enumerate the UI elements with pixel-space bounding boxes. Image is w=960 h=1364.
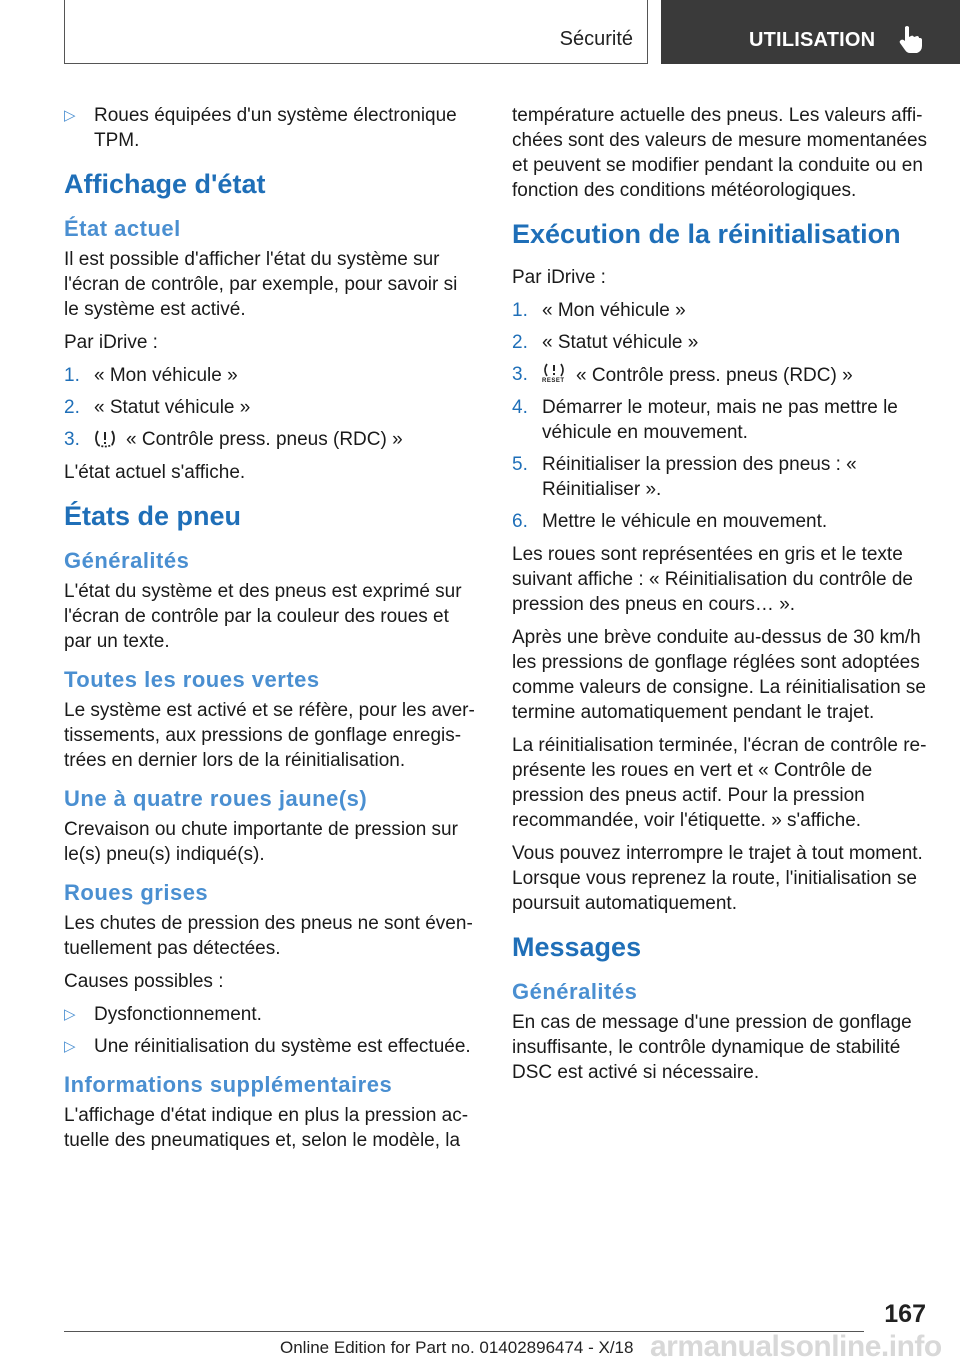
section-title: Sécurité bbox=[559, 28, 633, 50]
paragraph: L'état du système et des pneus est exprimé sur l'écran de contrôle par la couleur des roues et par un texte. bbox=[64, 581, 462, 652]
header-chapter-tab bbox=[661, 0, 960, 64]
right-column bbox=[512, 103, 928, 1093]
page-number: 167 bbox=[884, 1300, 926, 1328]
paragraph: Vous pouvez interrompre le trajet à tout moment. Lorsque vous reprenez la route, l'initialisation se poursuit automatiquement. bbox=[512, 843, 923, 914]
list-item: ▷ Dysfonctionnement. bbox=[64, 1004, 262, 1025]
paragraph: Les roues sont représentées en gris et le texte suivant affiche : « Réinitialisation du contrôle de pression des pneus en cours… ». bbox=[512, 544, 914, 615]
list-item: 3. RESET « Contrôle press. pneus (RDC) » bbox=[512, 364, 853, 386]
heading-roues-vertes: Toutes les roues vertes bbox=[64, 667, 320, 692]
footer-edition: Online Edition for Part no. 01402896474 - X/18 bbox=[280, 1338, 634, 1357]
paragraph: Le système est activé et se réfère, pour les avertissements, aux pressions de gonflage enregistrées en dernier lors de la réinitialisation. bbox=[64, 700, 475, 771]
paragraph: La réinitialisation terminée, l'écran de contrôle représente les roues en vert et « Contrôle de pression des pneus actif. Pour la pression recommandée, voir l'étiquette. » s'affiche. bbox=[512, 735, 927, 831]
paragraph: Par iDrive : bbox=[512, 267, 606, 288]
list-item: 5. Réinitialiser la pression des pneus : « Réinitialiser ». bbox=[512, 454, 857, 500]
heading-execution: Exécution de la réinitialisation bbox=[512, 219, 901, 249]
heading-affichage-etat: Affichage d'état bbox=[64, 169, 266, 199]
heading-generalites: Généralités bbox=[512, 979, 638, 1004]
list-item: 3. « Contrôle press. pneus (RDC) » bbox=[64, 429, 403, 450]
heading-etats-pneu: États de pneu bbox=[64, 501, 242, 531]
paragraph: température actuelle des pneus. Les valeurs affichées sont des valeurs de mesure momentanées et peuvent se modifier pendant la conduite ou en fonction des conditions météorologiques. bbox=[512, 105, 928, 201]
list-item: 6. Mettre le véhicule en mouvement. bbox=[512, 511, 828, 532]
heading-roues-grises: Roues grises bbox=[64, 880, 209, 905]
list-item: 2. « Statut véhicule » bbox=[512, 332, 699, 353]
list-item: ▷ Une réinitialisation du système est effectuée. bbox=[64, 1036, 471, 1057]
heading-generalites: Généralités bbox=[64, 548, 190, 573]
idrive-steps-list bbox=[64, 363, 476, 452]
triangle-bullet-icon: ▷ bbox=[64, 1038, 76, 1055]
triangle-bullet-icon: ▷ bbox=[64, 107, 76, 124]
list-item: 4. Démarrer le moteur, mais ne pas mettre le véhicule en mouvement. bbox=[512, 397, 898, 443]
tpm-bullet-list bbox=[64, 103, 476, 153]
list-item: 2. « Statut véhicule » bbox=[64, 397, 251, 418]
paragraph: En cas de message d'une pression de gonflage insuffisante, le contrôle dynamique de stabilité DSC est activé si nécessaire. bbox=[512, 1012, 912, 1083]
tire-pressure-warning-icon bbox=[94, 428, 116, 450]
paragraph: Il est possible d'afficher l'état du système sur l'écran de contrôle, par exemple, pour savoir si le système est activé. bbox=[64, 249, 458, 320]
paragraph: Causes possibles : bbox=[64, 971, 224, 992]
hand-pointer-icon bbox=[897, 24, 923, 54]
list-item: 1. « Mon véhicule » bbox=[512, 300, 686, 321]
header-section-tab bbox=[64, 0, 648, 64]
heading-etat-actuel: État actuel bbox=[64, 216, 181, 241]
reset-steps-list bbox=[512, 298, 928, 534]
list-item: ▷ Roues équipées d'un système électronique TPM. bbox=[64, 105, 457, 151]
left-column bbox=[64, 103, 476, 1161]
paragraph: L'affichage d'état indique en plus la pression actuelle des pneumatiques et, selon le modèle, la bbox=[64, 1105, 469, 1151]
paragraph: Crevaison ou chute importante de pression sur le(s) pneu(s) indiqué(s). bbox=[64, 819, 458, 865]
causes-list bbox=[64, 1002, 476, 1059]
triangle-bullet-icon: ▷ bbox=[64, 1006, 76, 1023]
heading-roues-jaunes: Une à quatre roues jaune(s) bbox=[64, 786, 368, 811]
chapter-title: UTILISATION bbox=[749, 29, 876, 51]
paragraph: Par iDrive : bbox=[64, 332, 158, 353]
paragraph: L'état actuel s'affiche. bbox=[64, 462, 246, 483]
watermark: armanualsonline.info bbox=[650, 1330, 942, 1363]
list-item: 1. « Mon véhicule » bbox=[64, 365, 238, 386]
paragraph: Les chutes de pression des pneus ne sont éventuellement pas détectées. bbox=[64, 913, 473, 959]
heading-messages: Messages bbox=[512, 932, 642, 962]
heading-informations: Informations supplémentaires bbox=[64, 1072, 393, 1097]
tire-pressure-reset-icon: RESET bbox=[542, 362, 566, 386]
paragraph: Après une brève conduite au-dessus de 30 km/h les pressions de gonflage réglées sont adoptées comme valeurs de consigne. La réinitialisation se termine automatiquement pendant le trajet. bbox=[512, 627, 926, 723]
